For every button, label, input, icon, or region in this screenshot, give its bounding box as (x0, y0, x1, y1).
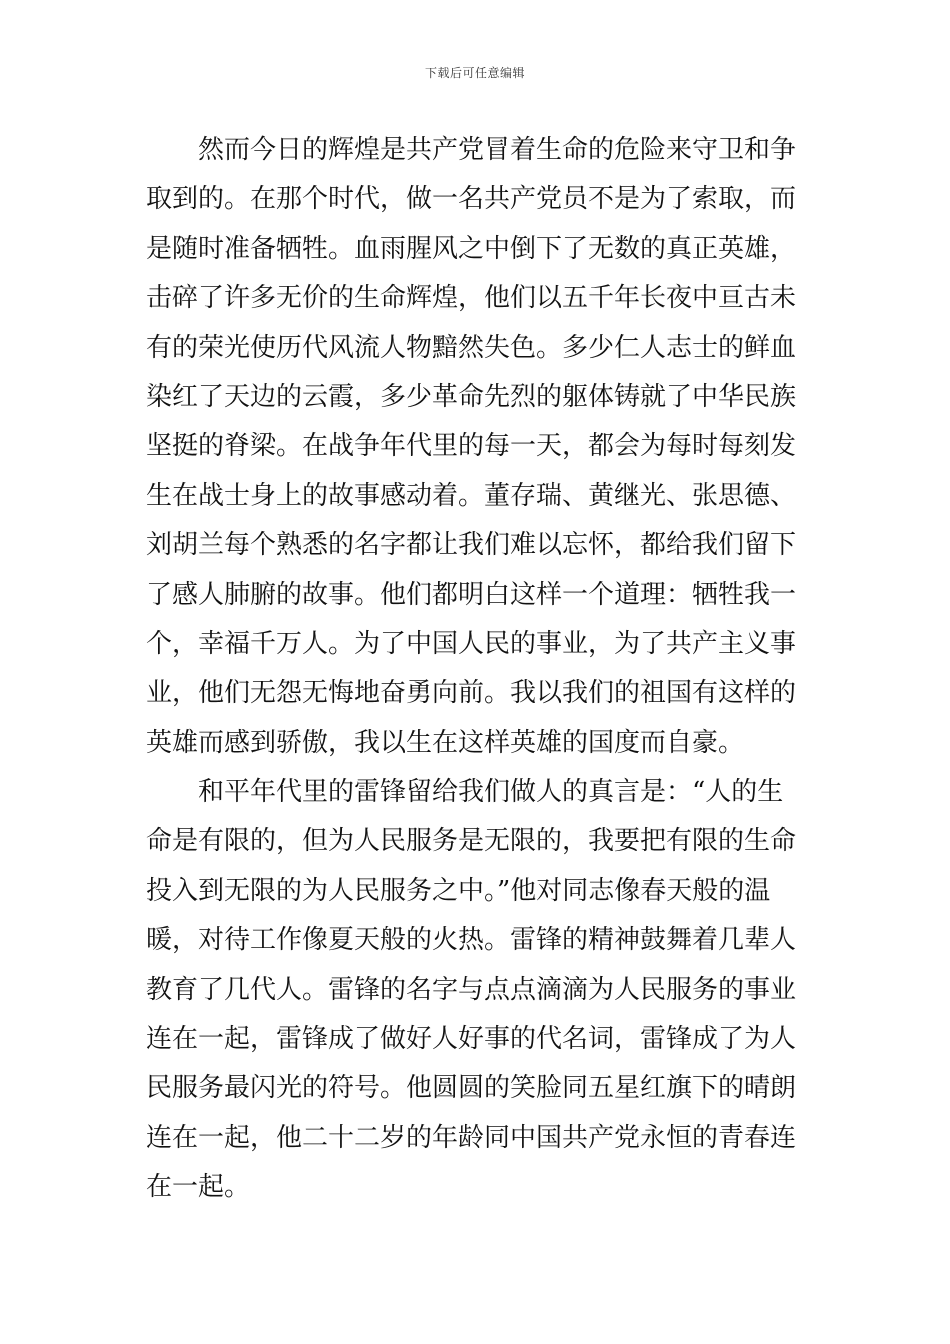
text-line: 然而今日的辉煌是共产党冒着生命的危险来守卫和争 (198, 135, 797, 165)
text-line: 投入到无限的为人民服务之中。”他对同志像春天般的温 (146, 875, 771, 906)
paragraph (146, 768, 808, 1213)
text-line: 有的荣光使历代风流人物黯然失色。多少仁人志士的鲜血 (146, 332, 797, 363)
text-line: 生在战士身上的故事感动着。董存瑞、黄继光、张思德、 (146, 480, 797, 511)
page-header: 下载后可任意编辑 (424, 66, 525, 80)
text-line: 在一起。 (146, 1172, 251, 1203)
text-line: 个，幸福千万人。为了中国人民的事业，为了共产主义事 (146, 628, 797, 659)
text-line: 取到的。在那个时代，做一名共产党员不是为了索取，而 (146, 184, 797, 215)
document-body (146, 126, 808, 1213)
text-line: 刘胡兰每个熟悉的名字都让我们难以忘怀，都给我们留下 (146, 530, 797, 561)
text-line: 击碎了许多无价的生命辉煌，他们以五千年长夜中亘古未 (146, 283, 797, 314)
text-line: 染红了天边的云霞，多少革命先烈的躯体铸就了中华民族 (146, 381, 797, 412)
text-line: 连在一起，雷锋成了做好人好事的代名词，雷锋成了为人 (146, 1024, 797, 1055)
text-line: 英雄而感到骄傲，我以生在这样英雄的国度而自豪。 (146, 727, 745, 758)
text-line: 坚挺的脊梁。在战争年代里的每一天，都会为每时每刻发 (146, 431, 797, 462)
text-line: 命是有限的，但为人民服务是无限的，我要把有限的生命 (146, 826, 797, 857)
text-line: 是随时准备牺牲。血雨腥风之中倒下了无数的真正英雄， (146, 233, 797, 264)
text-line: 教育了几代人。雷锋的名字与点点滴滴为人民服务的事业 (146, 974, 797, 1005)
text-line: 和平年代里的雷锋留给我们做人的真言是：“人的生 (198, 777, 784, 808)
text-line: 民服务最闪光的符号。他圆圆的笑脸同五星红旗下的晴朗 (146, 1073, 797, 1104)
text-line: 暖，对待工作像夏天般的火热。雷锋的精神鼓舞着几辈人 (146, 925, 797, 956)
text-line: 了感人肺腑的故事。他们都明白这样一个道理：牺牲我一 (146, 579, 797, 610)
text-line: 业，他们无怨无悔地奋勇向前。我以我们的祖国有这样的 (146, 678, 797, 709)
paragraph (146, 126, 808, 768)
text-line: 连在一起，他二十二岁的年龄同中国共产党永恒的青春连 (146, 1122, 797, 1153)
